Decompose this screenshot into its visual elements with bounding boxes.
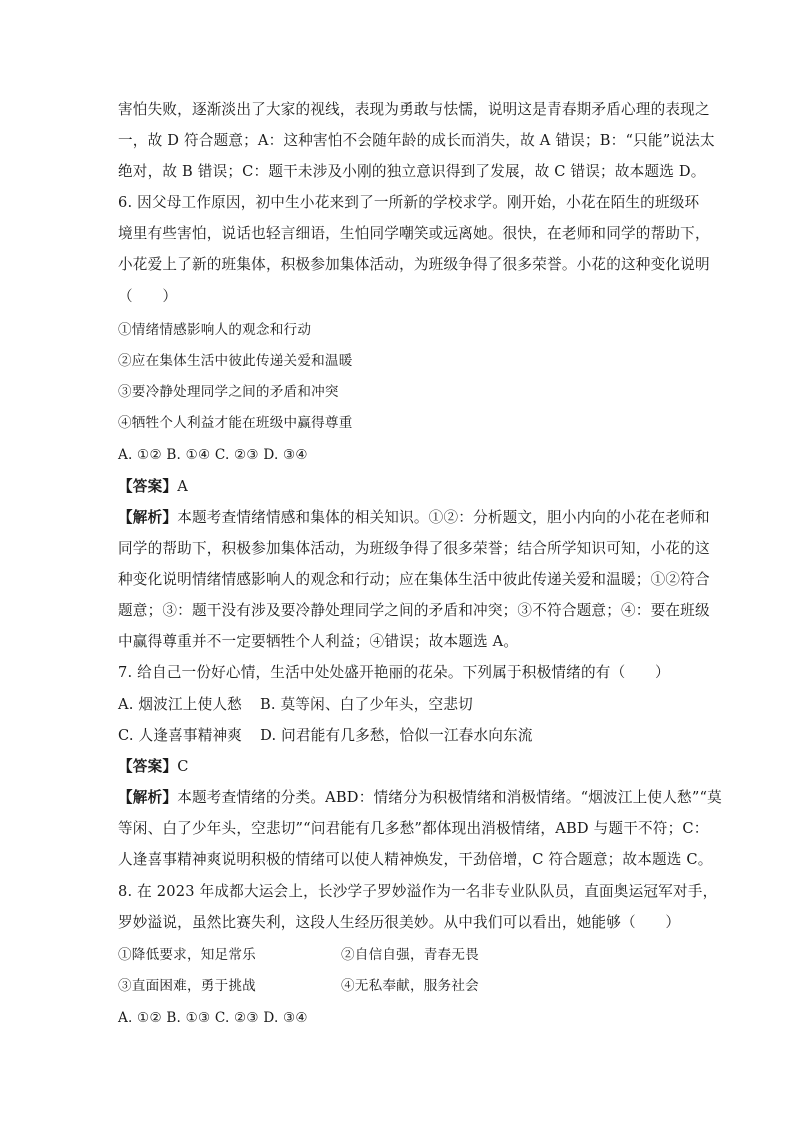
- q6-stem-line-1: 6. 因父母工作原因，初中生小花来到了一所新的学校求学。刚开始，小花在陌生的班级环: [118, 194, 700, 211]
- answer-value: A: [177, 478, 188, 495]
- q6-analysis-line-2: 同学的帮助下，积极参加集体活动，为班级争得了很多荣誉；结合所学知识可知，小花的这: [118, 540, 710, 557]
- q7-choice-d: D. 问君能有几多愁，恰似一江春水向东流: [260, 727, 533, 744]
- q8-stem-line-1: 8. 在 2023 年成都大运会上，长沙学子罗妙溢作为一名非专业队队员，直面奥运冠军对手，: [118, 883, 718, 900]
- q8-option-2: ②自信自强，青春无畏: [341, 947, 479, 963]
- q6-option-4: ④牺牲个人利益才能在班级中赢得尊重: [118, 415, 353, 431]
- q7-analysis-line-3: 人逢喜事精神爽说明积极的情绪可以使人精神焕发，干劲倍增，C 符合题意；故本题选 C。: [118, 851, 713, 868]
- q8-option-3: ③直面困难，勇于挑战: [118, 978, 256, 994]
- intro-line-1: 害怕失败，逐渐淡出了大家的视线，表现为勇敢与怯懦，说明这是青春期矛盾心理的表现之: [118, 101, 710, 118]
- q8-option-1: ①降低要求，知足常乐: [118, 947, 256, 963]
- analysis-text: 本题考查情绪的分类。ABD：情绪分为积极情绪和消极情绪。“烟波江上使人愁”“莫: [177, 789, 722, 806]
- answer-tag: 【答案】: [118, 758, 178, 775]
- q7-analysis-line-2: 等闲、白了少年头，空悲切”“问君能有几多愁”都体现出消极情绪，ABD 与题干不符；C：: [118, 820, 709, 837]
- q6-analysis-line-4: 题意；③：题干没有涉及要冷静处理同学之间的矛盾和冲突；③不符合题意；④：要在班级: [118, 602, 710, 619]
- q7-stem: 7. 给自己一份好心情，生活中处处盛开艳丽的花朵。下列属于积极情绪的有（ ）: [118, 664, 670, 681]
- q6-stem-line-2: 境里有些害怕，说话也轻言细语，生怕同学嘲笑或远离她。很快，在老师和同学的帮助下，: [118, 225, 710, 242]
- q6-option-2: ②应在集体生活中彼此传递关爱和温暖: [118, 353, 353, 369]
- analysis-text: 本题考查情绪情感和集体的相关知识。①②：分析题文，胆小内向的小花在老师和: [177, 509, 710, 526]
- q7-answer: [118, 757, 189, 777]
- analysis-tag: 【解析】: [118, 509, 178, 526]
- q7-choice-b: B. 莫等闲、白了少年头，空悲切: [259, 696, 473, 713]
- q7-choices-row-1: [118, 695, 473, 715]
- q6-answer: [118, 477, 188, 497]
- answer-value: C: [177, 758, 189, 775]
- q6-analysis-line-5: 中赢得尊重并不一定要牺牲个人利益；④错误；故本题选 A。: [118, 633, 519, 650]
- intro-line-3: 绝对，故 B 错误；C：题干未涉及小刚的独立意识得到了发展，故 C 错误；故本题选 D。: [118, 163, 706, 180]
- q8-option-4: ④无私奉献，服务社会: [341, 978, 479, 994]
- q6-analysis-line-1: [118, 508, 710, 528]
- q6-analysis-line-3: 种变化说明情绪情感影响人的观念和行动；应在集体生活中彼此传递关爱和温暖；①②符合: [118, 571, 710, 588]
- q7-choices-row-2: [118, 726, 533, 746]
- q6-option-3: ③要冷静处理同学之间的矛盾和冲突: [118, 384, 339, 400]
- q8-stem-line-2: 罗妙溢说，虽然比赛失利，这段人生经历很美妙。从中我们可以看出，她能够（ ）: [118, 914, 681, 931]
- q6-option-1: ①情绪情感影响人的观念和行动: [118, 322, 312, 338]
- q7-choice-c: C. 人逢喜事精神爽: [118, 727, 243, 744]
- answer-tag: 【答案】: [118, 478, 178, 495]
- q6-choices: A. ①② B. ①④ C. ②③ D. ③④: [118, 447, 308, 463]
- q8-choices: A. ①② B. ①③ C. ②③ D. ③④: [118, 1010, 308, 1026]
- q8-options-row-2: [118, 976, 256, 996]
- analysis-tag: 【解析】: [118, 789, 178, 806]
- q6-stem-line-3: 小花爱上了新的班集体，积极参加集体活动，为班级争得了很多荣誉。小花的这种变化说明: [118, 256, 710, 273]
- intro-line-2: 一，故 D 符合题意；A：这种害怕不会随年龄的成长而消失，故 A 错误；B：“只能”说法太: [118, 132, 715, 149]
- q7-analysis-line-1: [118, 788, 722, 808]
- q6-answer-paren: （ ）: [118, 288, 178, 305]
- q7-choice-a: A. 烟波江上使人愁: [118, 696, 242, 713]
- q8-options-row-1: [118, 945, 256, 965]
